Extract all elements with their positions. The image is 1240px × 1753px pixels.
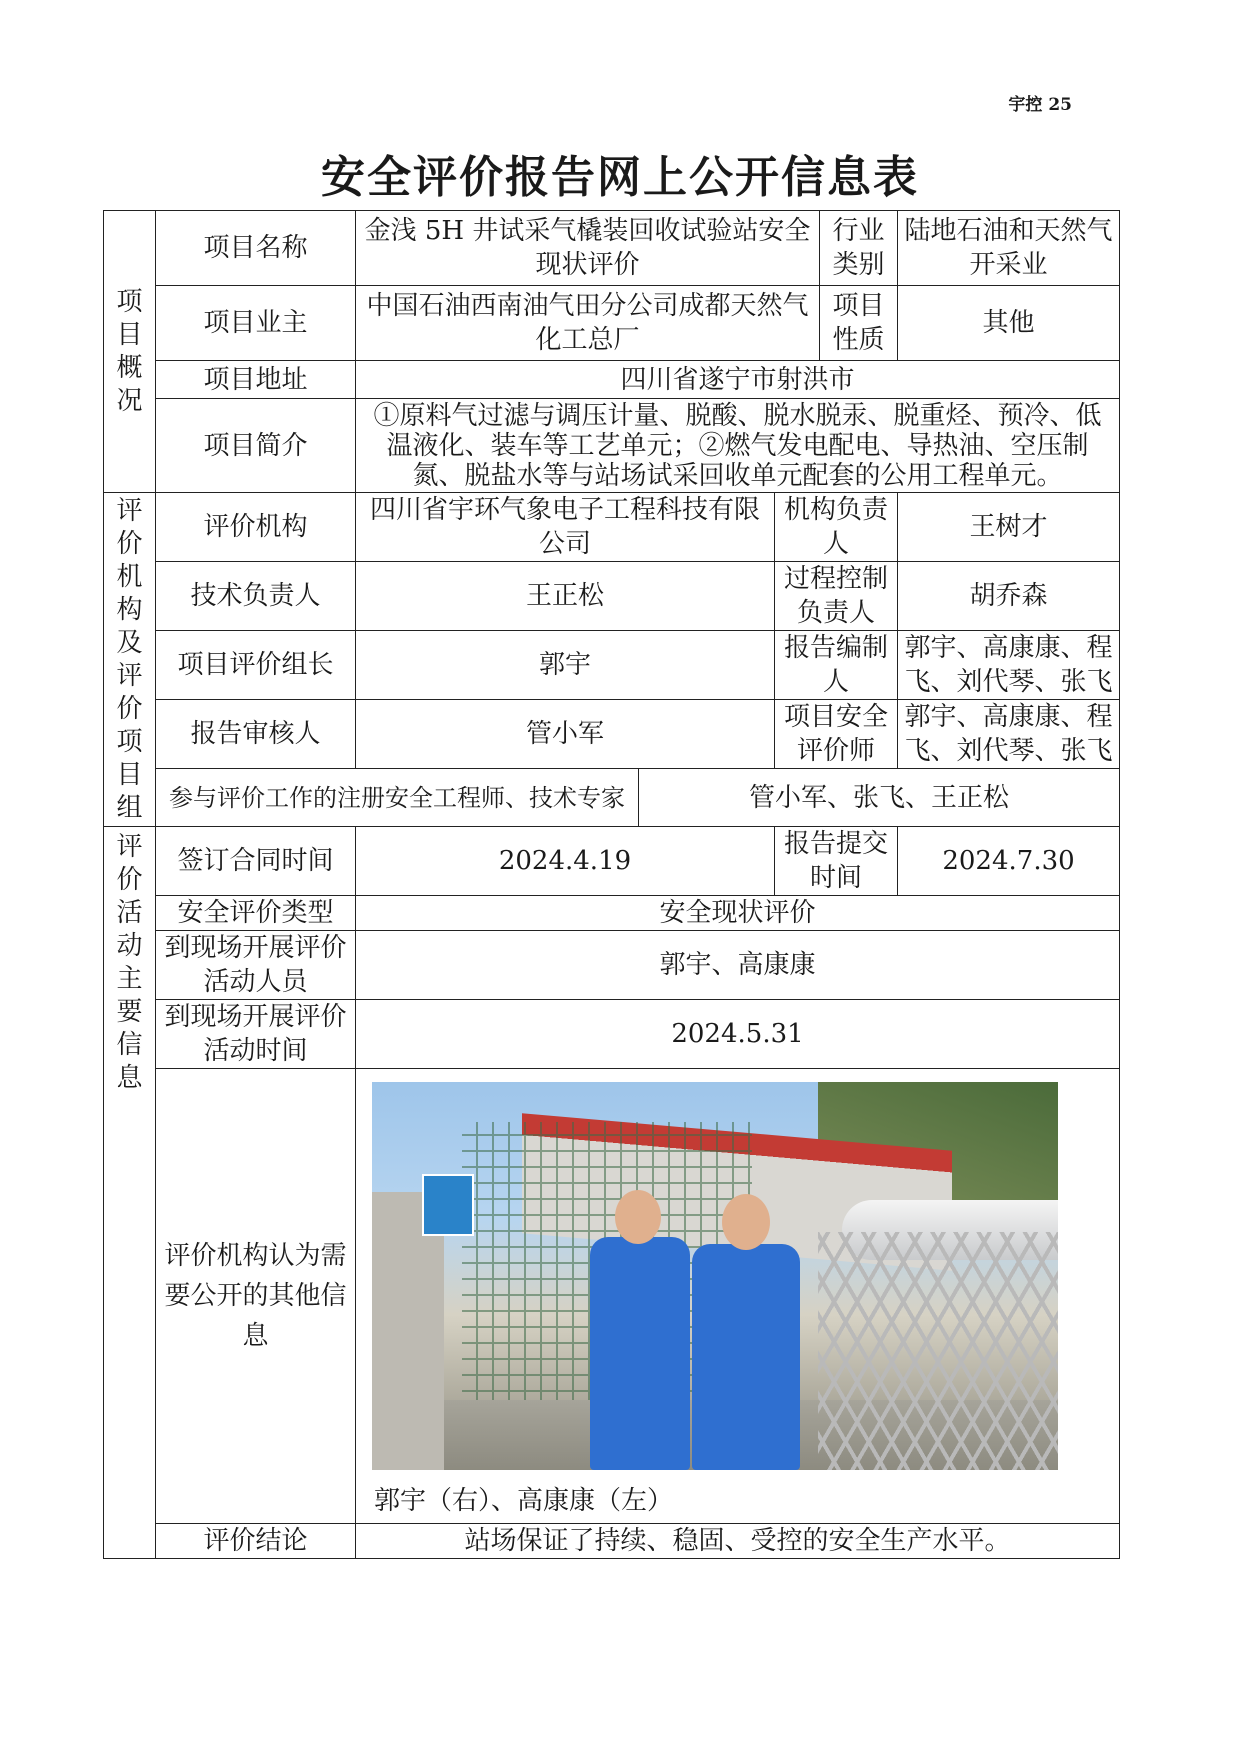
photo-person-left	[590, 1237, 690, 1470]
row-address	[104, 361, 1120, 399]
address-label: 项目地址	[156, 361, 356, 399]
row-intro	[104, 399, 1120, 493]
row-project-name	[104, 211, 1120, 286]
row-owner	[104, 286, 1120, 361]
section-org: 评价机构及评价项目组	[104, 493, 156, 827]
photo-gate	[818, 1232, 1058, 1470]
row-experts	[104, 769, 1120, 827]
process-label: 过程控制负责人	[775, 562, 898, 631]
type-label: 安全评价类型	[156, 896, 356, 931]
photo-head-left	[615, 1190, 661, 1244]
agency-value: 四川省宇环气象电子工程科技有限公司	[356, 493, 775, 562]
row-conclusion	[104, 1524, 1120, 1559]
row-other-info	[104, 1069, 1120, 1524]
other-info-value	[356, 1069, 1120, 1524]
process-value: 胡乔森	[898, 562, 1120, 631]
photo-person-right	[692, 1244, 800, 1470]
conclusion-label: 评价结论	[156, 1524, 356, 1559]
project-name-value: 金浅 5H 井试采气橇装回收试验站安全现状评价	[356, 211, 820, 286]
assessor-label: 项目安全评价师	[775, 700, 898, 769]
compiler-label: 报告编制人	[775, 631, 898, 700]
row-tech	[104, 562, 1120, 631]
assessor-value: 郭宇、高康康、程飞、刘代琴、张飞	[898, 700, 1120, 769]
contract-label: 签订合同时间	[156, 827, 356, 896]
experts-label: 参与评价工作的注册安全工程师、技术专家	[156, 769, 639, 827]
row-leader	[104, 631, 1120, 700]
photo-head-right	[722, 1194, 770, 1250]
photo-caption: 郭宇（右）、高康康（左）	[374, 1486, 674, 1516]
address-value: 四川省遂宁市射洪市	[356, 361, 1120, 399]
experts-value: 管小军、张飞、王正松	[639, 769, 1120, 827]
industry-value: 陆地石油和天然气开采业	[898, 211, 1120, 286]
row-agency	[104, 493, 1120, 562]
conclusion-value: 站场保证了持续、稳固、受控的安全生产水平。	[356, 1524, 1120, 1559]
reviewer-label: 报告审核人	[156, 700, 356, 769]
info-table	[103, 210, 1120, 1559]
section-overview: 项目概况	[104, 211, 156, 493]
intro-value: ①原料气过滤与调压计量、脱酸、脱水脱汞、脱重烃、预冷、低温液化、装车等工艺单元；②燃气发电配电、导热油、空压制氮、脱盐水等与站场试采回收单元配套的公用工程单元。	[356, 399, 1120, 493]
page-title: 安全评价报告网上公开信息表	[321, 152, 919, 203]
onsite-time-value: 2024.5.31	[356, 1000, 1120, 1069]
onsite-people-label: 到现场开展评价活动人员	[156, 931, 356, 1000]
onsite-time-label: 到现场开展评价活动时间	[156, 1000, 356, 1069]
type-value: 安全现状评价	[356, 896, 1120, 931]
site-photo	[372, 1082, 1058, 1470]
nature-label: 项目性质	[820, 286, 898, 361]
submit-value: 2024.7.30	[898, 827, 1120, 896]
industry-label: 行业类别	[820, 211, 898, 286]
leader-value: 郭宇	[356, 631, 775, 700]
row-reviewer	[104, 700, 1120, 769]
onsite-people-value: 郭宇、高康康	[356, 931, 1120, 1000]
row-type	[104, 896, 1120, 931]
head-label: 机构负责人	[775, 493, 898, 562]
tech-value: 王正松	[356, 562, 775, 631]
submit-label: 报告提交时间	[775, 827, 898, 896]
owner-value: 中国石油西南油气田分公司成都天然气化工总厂	[356, 286, 820, 361]
compiler-value: 郭宇、高康康、程飞、刘代琴、张飞	[898, 631, 1120, 700]
project-name-label: 项目名称	[156, 211, 356, 286]
other-info-label: 评价机构认为需要公开的其他信息	[156, 1069, 356, 1524]
row-contract	[104, 827, 1120, 896]
section-activity: 评价活动主要信息	[104, 827, 156, 1559]
document-code: 宇控 25	[1008, 95, 1072, 115]
row-onsite-time	[104, 1000, 1120, 1069]
head-value: 王树才	[898, 493, 1120, 562]
agency-label: 评价机构	[156, 493, 356, 562]
photo-sign	[422, 1174, 474, 1236]
row-onsite-people	[104, 931, 1120, 1000]
leader-label: 项目评价组长	[156, 631, 356, 700]
intro-label: 项目简介	[156, 399, 356, 493]
tech-label: 技术负责人	[156, 562, 356, 631]
nature-value: 其他	[898, 286, 1120, 361]
owner-label: 项目业主	[156, 286, 356, 361]
reviewer-value: 管小军	[356, 700, 775, 769]
contract-value: 2024.4.19	[356, 827, 775, 896]
